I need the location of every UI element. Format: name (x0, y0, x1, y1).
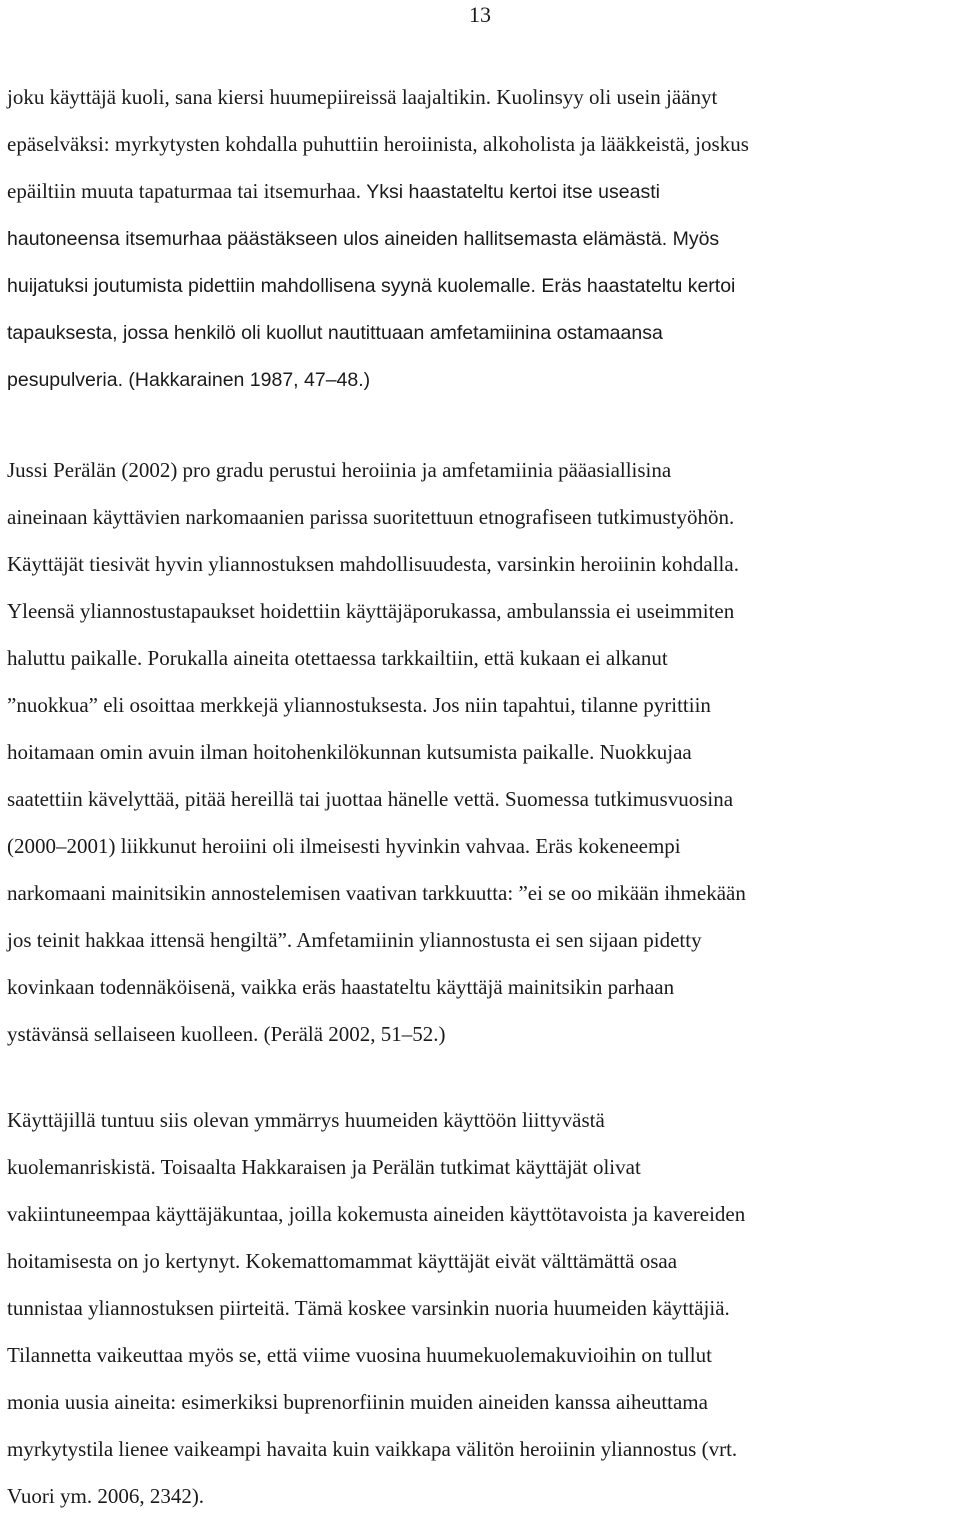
text-line (7, 1011, 746, 1058)
text-run: Jussi Perälän (2002) pro gradu perustui heroiinia ja amfetamiinia pääasiallisina (7, 458, 672, 482)
text-line (7, 309, 749, 356)
text-line (7, 447, 746, 494)
text-run: huijatuksi joutumista pidettiin mahdollisena syynä kuolemalle. Eräs haastateltu kertoi (7, 275, 736, 297)
text-run: kovinkaan todennäköisenä, vaikka eräs haastateltu käyttäjä mainitsikin parhaan (7, 975, 675, 999)
text-line (7, 588, 746, 635)
text-line (7, 215, 749, 262)
paragraph-2 (7, 447, 746, 1058)
text-run: myrkytystila lienee vaikeampi havaita kuin vaikkapa välitön heroiinin yliannostus (vrt. (7, 1437, 738, 1461)
text-line (7, 356, 749, 403)
text-run: kuolemanriskistä. Toisaalta Hakkaraisen ja Perälän tutkimat käyttäjät olivat (7, 1155, 641, 1179)
text-line (7, 74, 749, 121)
text-line (7, 823, 746, 870)
text-run: pesupulveria. (Hakkarainen 1987, 47–48.) (7, 369, 371, 391)
text-run: aineinaan käyttävien narkomaanien parissa suoritettuun etnografiseen tutkimustyöhön. (7, 505, 735, 529)
text-run: tunnistaa yliannostuksen piirteitä. Tämä koskee varsinkin nuoria huumeiden käyttäjiä. (7, 1296, 730, 1320)
text-line (7, 1379, 745, 1426)
text-run: Käyttäjät tiesivät hyvin yliannostuksen mahdollisuudesta, varsinkin heroiinin kohdalla. (7, 552, 739, 576)
text-run: Yleensä yliannostustapaukset hoidettiin käyttäjäporukassa, ambulanssia ei useimmiten (7, 599, 735, 623)
text-run: tapauksesta, jossa henkilö oli kuollut nautittuaan amfetamiinina ostamaansa (7, 322, 663, 344)
text-line (7, 635, 746, 682)
text-line (7, 1238, 745, 1285)
text-run: hoitamisesta on jo kertynyt. Kokemattomammat käyttäjät eivät välttämättä osaa (7, 1249, 678, 1273)
text-run: ”nuokkua” eli osoittaa merkkejä yliannostuksesta. Jos niin tapahtui, tilanne pyrittiin (7, 693, 711, 717)
text-run: epäiltiin muuta tapaturmaa tai itsemurhaa. (7, 179, 367, 203)
text-line (7, 1191, 745, 1238)
text-line (7, 1426, 745, 1473)
text-line (7, 870, 746, 917)
text-line (7, 1097, 745, 1144)
text-run: vakiintuneempaa käyttäjäkuntaa, joilla kokemusta aineiden käyttötavoista ja kavereiden (7, 1202, 746, 1226)
text-run: joku käyttäjä kuoli, sana kiersi huumepiireissä laajaltikin. Kuolinsyy oli usein jäänyt (7, 85, 718, 109)
text-line (7, 168, 749, 215)
text-run: jos teinit hakkaa ittensä hengiltä”. Amfetamiinin yliannostusta ei sen sijaan pidetty (7, 928, 702, 952)
text-line (7, 1285, 745, 1332)
text-line (7, 682, 746, 729)
text-run: saatettiin kävelyttää, pitää hereillä tai juottaa hänelle vettä. Suomessa tutkimusvuosina (7, 787, 734, 811)
text-run: monia uusia aineita: esimerkiksi buprenorfiinin muiden aineiden kanssa aiheuttama (7, 1390, 708, 1414)
text-line (7, 541, 746, 588)
text-line (7, 776, 746, 823)
text-run: Vuori ym. 2006, 2342). (7, 1484, 205, 1508)
text-line (7, 729, 746, 776)
text-run: narkomaani mainitsikin annostelemisen vaativan tarkkuutta: ”ei se oo mikään ihmekään (7, 881, 746, 905)
text-line (7, 917, 746, 964)
text-line (7, 494, 746, 541)
text-run: Yksi haastateltu kertoi itse useasti (366, 181, 660, 203)
paragraph-3 (7, 1097, 745, 1520)
text-line (7, 1332, 745, 1379)
page-number: 13 (469, 2, 491, 27)
text-run: epäselväksi: myrkytysten kohdalla puhuttiin heroiinista, alkoholista ja lääkkeistä, joskus (7, 132, 749, 156)
text-run: haluttu paikalle. Porukalla aineita otettaessa tarkkailtiin, että kukaan ei alkanut (7, 646, 668, 670)
text-run: Tilannetta vaikeuttaa myös se, että viime vuosina huumekuolemakuvioihin on tullut (7, 1343, 712, 1367)
text-line (7, 121, 749, 168)
text-run: hoitamaan omin avuin ilman hoitohenkilökunnan kutsumista paikalle. Nuokkujaa (7, 740, 692, 764)
text-line (7, 1144, 745, 1191)
paragraph-1 (7, 74, 749, 403)
text-line (7, 964, 746, 1011)
text-run: hautoneensa itsemurhaa päästäkseen ulos aineiden hallitsemasta elämästä. Myös (7, 228, 720, 250)
text-run: ystävänsä sellaiseen kuolleen. (Perälä 2002, 51–52.) (7, 1022, 446, 1046)
text-line (7, 1473, 745, 1520)
text-run: Käyttäjillä tuntuu siis olevan ymmärrys huumeiden käyttöön liittyvästä (7, 1108, 605, 1132)
text-line (7, 262, 749, 309)
text-run: (2000–2001) liikkunut heroiini oli ilmeisesti hyvinkin vahvaa. Eräs kokeneempi (7, 834, 681, 858)
